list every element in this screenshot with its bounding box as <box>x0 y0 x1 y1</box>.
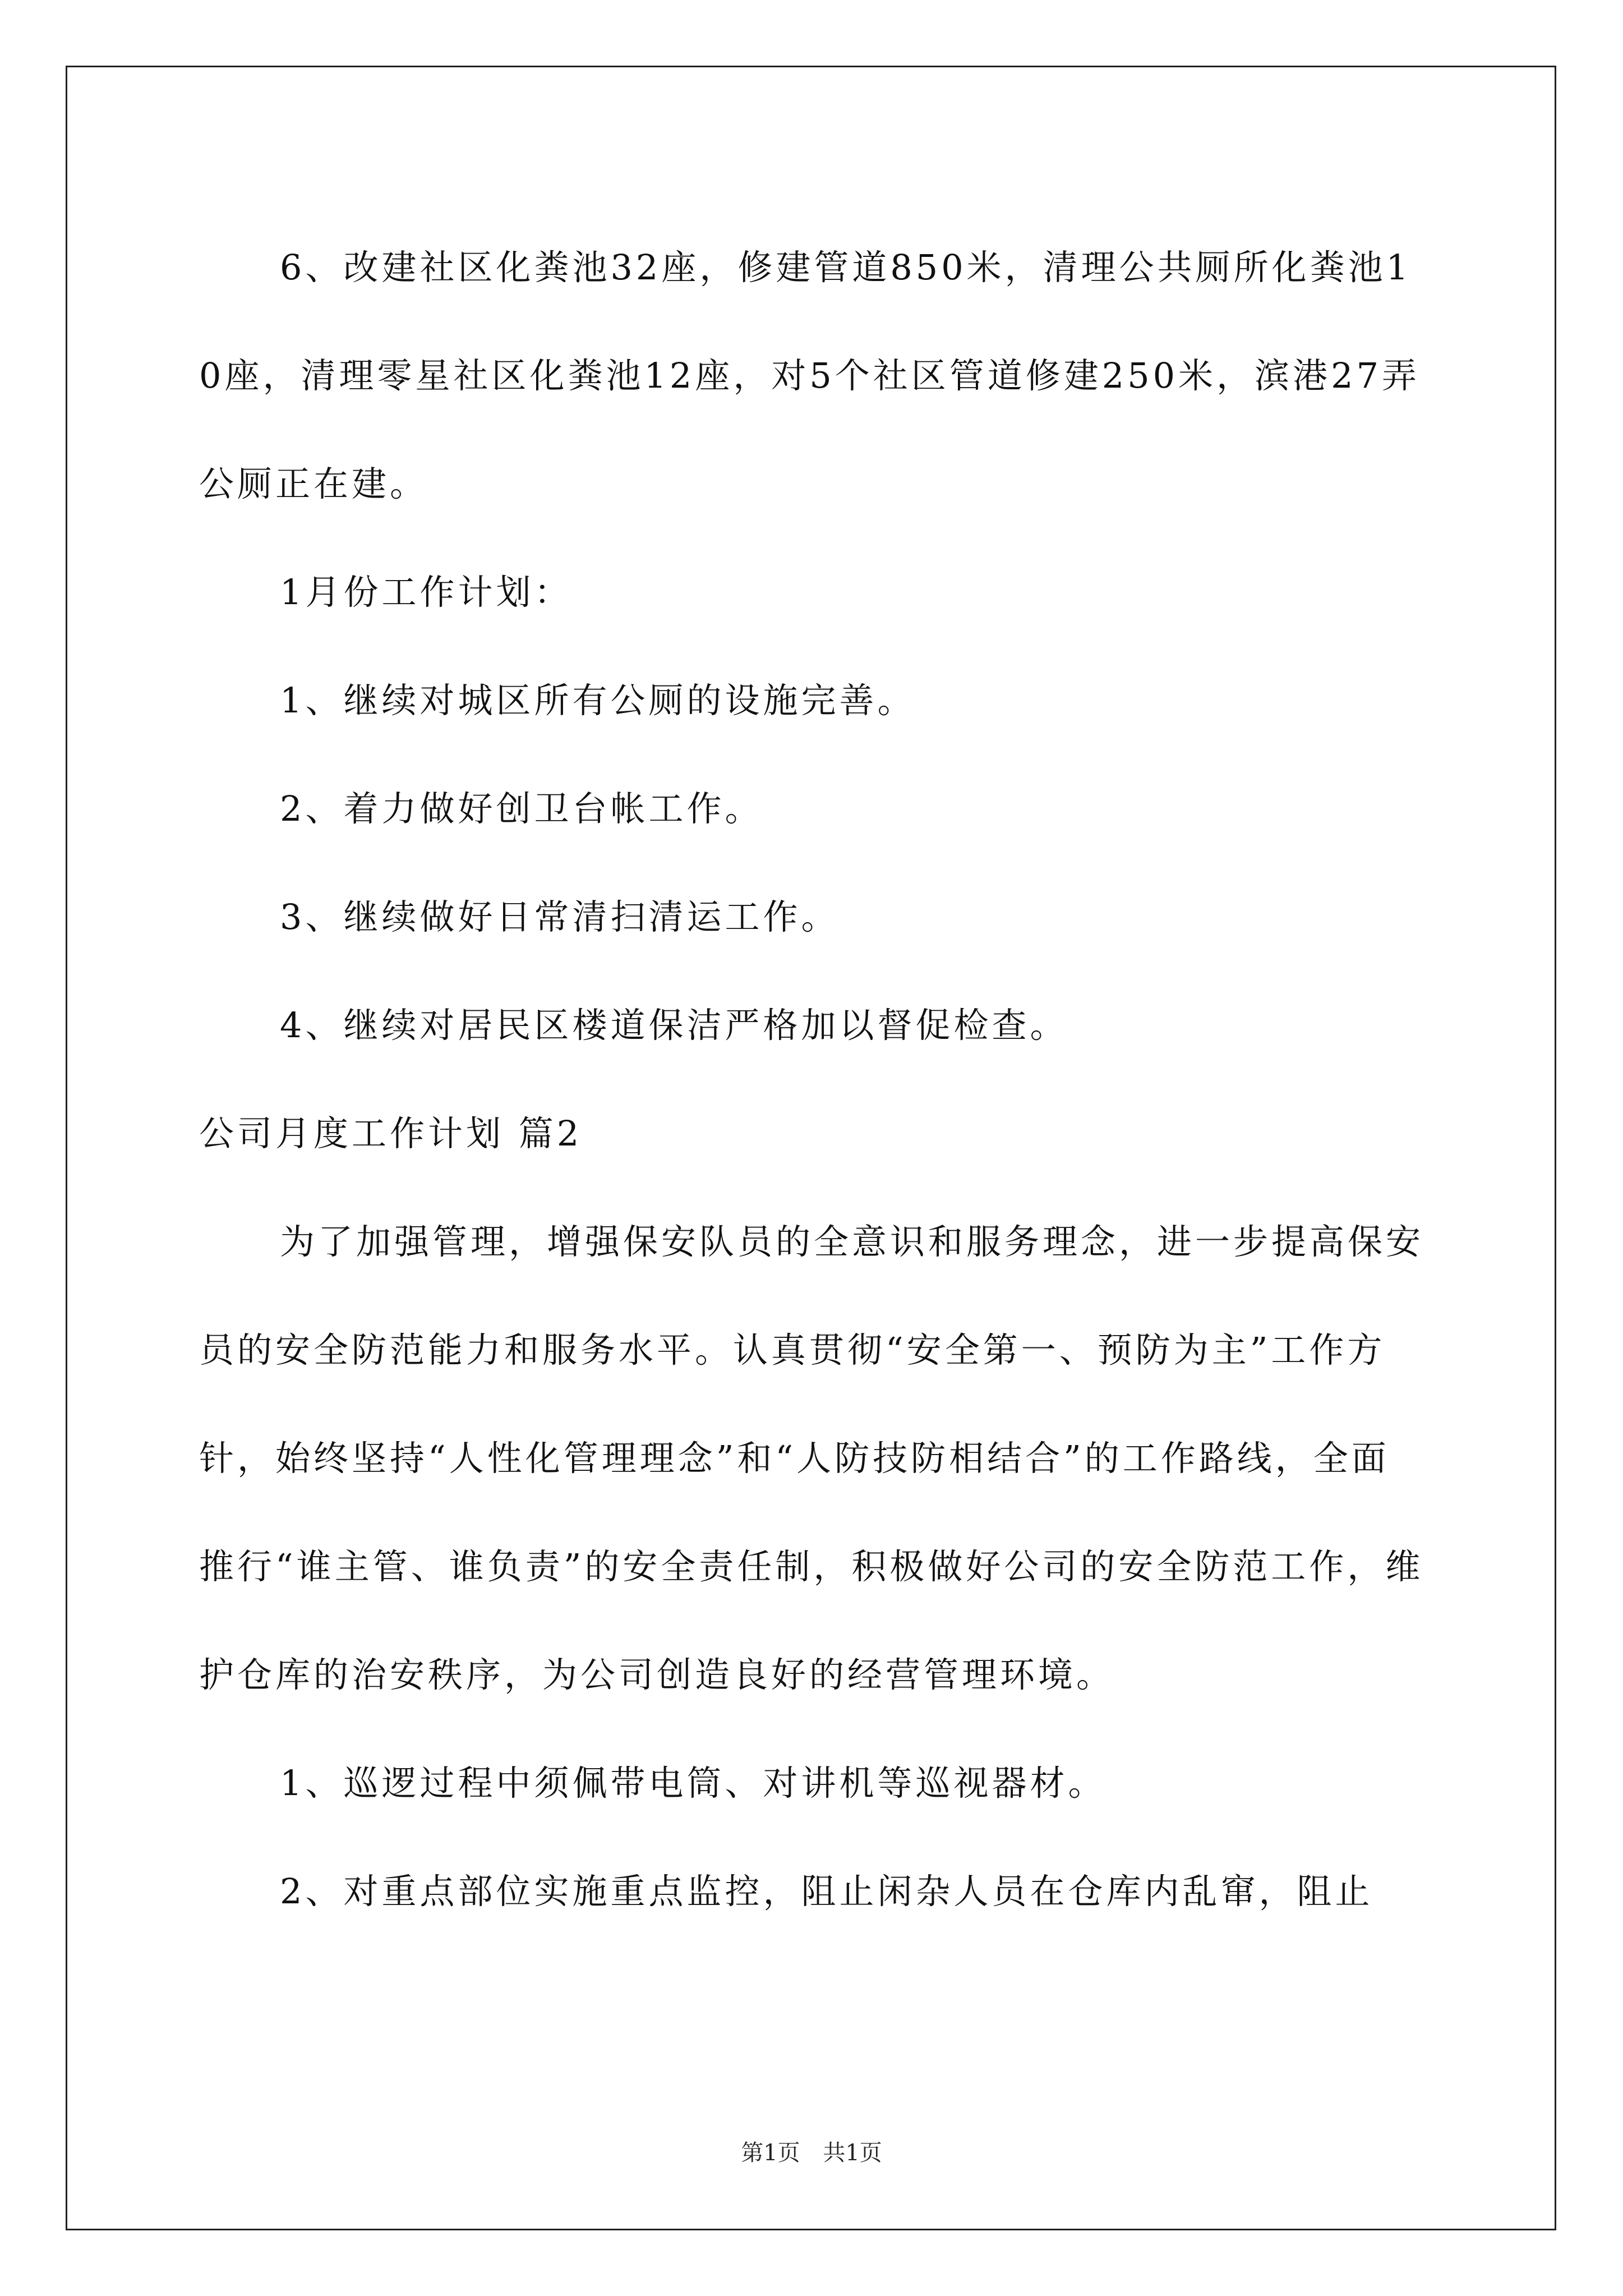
page-footer <box>0 2136 1623 2170</box>
section-heading: 公司月度工作计划 篇2 <box>199 1113 583 1154</box>
document-body <box>199 213 1427 1945</box>
paragraph: 1、继续对城区所有公厕的设施完善。 <box>280 680 916 721</box>
paragraph: 1、巡逻过程中须佩带电筒、对讲机等巡视器材。 <box>280 1763 1106 1803</box>
page-number-total: 共1页 <box>823 2140 882 2166</box>
paragraph: 为了加强管理，增强保安队员的全意识和服务理念，进一步提高保安员的安全防范能力和服务水平。认真贯彻“安全第一、预防为主”工作方针，始终坚持“人性化管理理念”和“人防技防相结合”的工作路线，全面推行“谁主管、谁负责”的安全责任制，积极做好公司的安全防范工作，维护仓库的治安秩序，为公司创造良好的经营管理环境。 <box>199 1221 1424 1695</box>
paragraph: 3、继续做好日常清扫清运工作。 <box>280 896 840 937</box>
paragraph: 2、着力做好创卫台帐工作。 <box>280 788 763 829</box>
paragraph: 1月份工作计划： <box>280 572 573 613</box>
paragraph: 2、对重点部位实施重点监控，阻止闲杂人员在仓库内乱窜，阻止 <box>280 1871 1373 1912</box>
paragraph: 4、继续对居民区楼道保洁严格加以督促检查。 <box>280 1005 1068 1046</box>
paragraph: 6、改建社区化粪池32座，修建管道850米，清理公共厕所化粪池10座，清理零星社区化粪池12座，对5个社区管道修建250米，滨港27弄公厕正在建。 <box>199 247 1421 504</box>
page-number-current: 第1页 <box>741 2140 800 2166</box>
